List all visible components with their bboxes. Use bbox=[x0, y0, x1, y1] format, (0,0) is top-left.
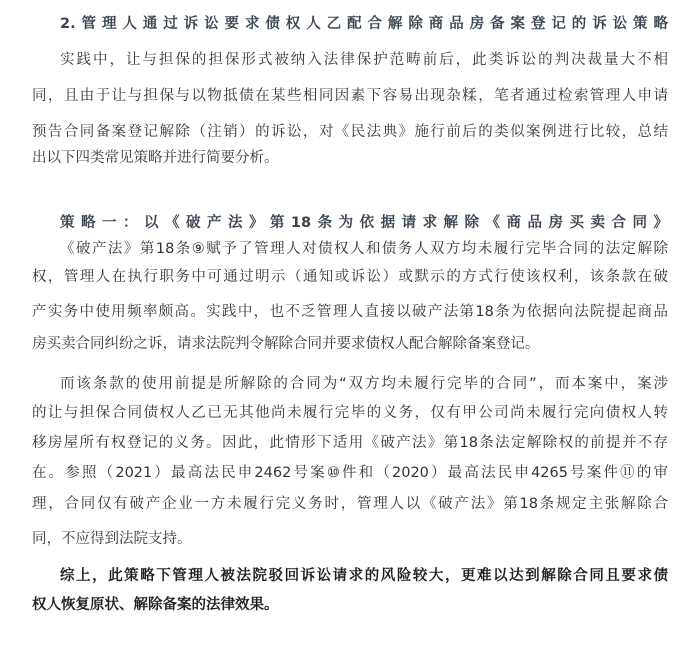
intro-line: 预告合同备案登记解除（注销）的诉讼，对《民法典》施行前后的类似案例进行比较，总结 bbox=[32, 124, 668, 140]
paragraph-line: 的让与担保合同债权人乙已无其他尚未履行完毕的义务，仅有甲公司尚未履行完向债权人转 bbox=[32, 405, 668, 421]
conclusion-line: 综上，此策略下管理人被法院驳回诉讼请求的风险较大，更难以达到解除合同且要求债 bbox=[60, 568, 668, 584]
paragraph-line: 房买卖合同纠纷之诉，请求法院判令解除合同并要求债权人配合解除备案登记。 bbox=[32, 336, 540, 352]
paragraph-line: 《破产法》第18条⑨赋予了管理人对债权人和债务人双方均未履行完毕合同的法定解除 bbox=[60, 241, 668, 257]
paragraph-line: 理，合同仅有破产企业一方未履行完义务时，管理人以《破产法》第18条规定主张解除合 bbox=[32, 496, 668, 512]
paragraph-line: 移房屋所有权登记的义务。因此，此情形下适用《破产法》第18条法定解除权的前提并不存 bbox=[32, 435, 668, 451]
intro-line: 出以下四类常见策略并进行简要分析。 bbox=[32, 150, 279, 166]
intro-line: 实践中，让与担保的担保形式被纳入法律保护范畴前后，此类诉讼的判决裁量大不相 bbox=[60, 52, 668, 68]
conclusion-line: 权人恢复原状、解除备案的法律效果。 bbox=[32, 597, 279, 613]
paragraph-line: 产实务中使用频率颇高。实践中，也不乏管理人直接以破产法第18条为依据向法院提起商品 bbox=[32, 304, 668, 320]
strategy-heading: 策略一：以《破产法》第18条为依据请求解除《商品房买卖合同》 bbox=[60, 215, 668, 231]
paragraph-line: 而该条款的使用前提是所解除的合同为“双方均未履行完毕的合同”，而本案中，案涉 bbox=[60, 376, 668, 392]
intro-line: 同，且由于让与担保与以物抵债在某些相同因素下容易出现杂糅，笔者通过检索管理人申请 bbox=[32, 88, 668, 104]
paragraph-line: 在。参照（2021）最高法民申2462号案⑩件和（2020）最高法民申4265号案件⑪的审 bbox=[32, 465, 668, 481]
section-heading: 2.管理人通过诉讼要求债权人乙配合解除商品房备案登记的诉讼策略 bbox=[60, 16, 668, 32]
paragraph-line: 权，管理人在执行职务中可通过明示（通知或诉讼）或默示的方式行使该权利，该条款在破 bbox=[32, 269, 668, 285]
paragraph-line: 同，不应得到法院支持。 bbox=[32, 531, 192, 547]
